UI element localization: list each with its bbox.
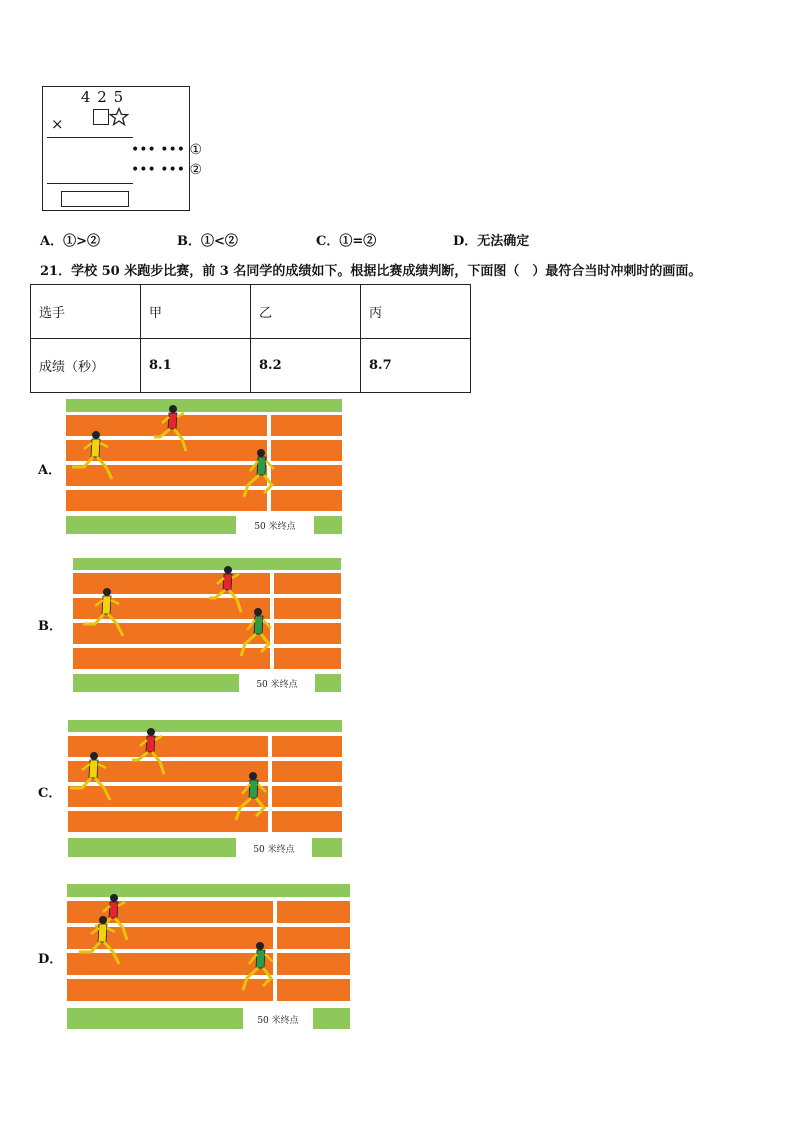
option-b: B．①<② [177, 234, 238, 249]
finish-label: 50 米终点 [257, 1016, 299, 1026]
track-scene-a [66, 399, 342, 534]
multiplication-figure [42, 86, 202, 211]
times-sign: × [51, 115, 64, 133]
partial-product-marker-2: ••• ••• ② [131, 162, 202, 178]
partial-product-marker-1: ••• ••• ① [131, 142, 202, 158]
table-cell: 甲 [141, 285, 251, 339]
track-scene-b [73, 558, 341, 692]
table-cell: 8.2 [251, 339, 361, 393]
option-c: C．①=② [316, 234, 377, 249]
track-scene-d [67, 884, 350, 1029]
finish-label: 50 米终点 [256, 680, 298, 690]
answer-box [61, 191, 129, 207]
option-a: A．①>② [40, 234, 100, 249]
table-cell: 选手 [31, 285, 141, 339]
product-line-1 [47, 137, 133, 138]
scene-letter-b: B． [38, 619, 62, 634]
finish-label: 50 米终点 [253, 845, 295, 855]
finish-label: 50 米终点 [254, 522, 296, 532]
table-cell: 丙 [361, 285, 471, 339]
question-21-text: 21．学校 50 米跑步比赛，前 3 名同学的成绩如下。根据比赛成绩判断，下面图（ ）最符合当时冲刺时的画面。 [40, 264, 702, 279]
scene-letter-d: D． [38, 952, 63, 967]
blank-square-icon [93, 109, 109, 125]
track-scene-c [68, 720, 342, 857]
table-cell: 成绩（秒） [31, 339, 141, 393]
multiplicand-digits: 4 2 5 [81, 88, 125, 106]
blank-star-icon [109, 107, 129, 127]
scene-letter-a: A． [38, 463, 62, 478]
results-table [30, 284, 471, 393]
scene-letter-c: C． [38, 786, 62, 801]
table-row [31, 285, 471, 339]
table-cell: 8.7 [361, 339, 471, 393]
product-line-2 [47, 183, 133, 184]
table-cell: 乙 [251, 285, 361, 339]
option-d: D．无法确定 [453, 234, 530, 249]
table-row [31, 339, 471, 393]
table-cell: 8.1 [141, 339, 251, 393]
